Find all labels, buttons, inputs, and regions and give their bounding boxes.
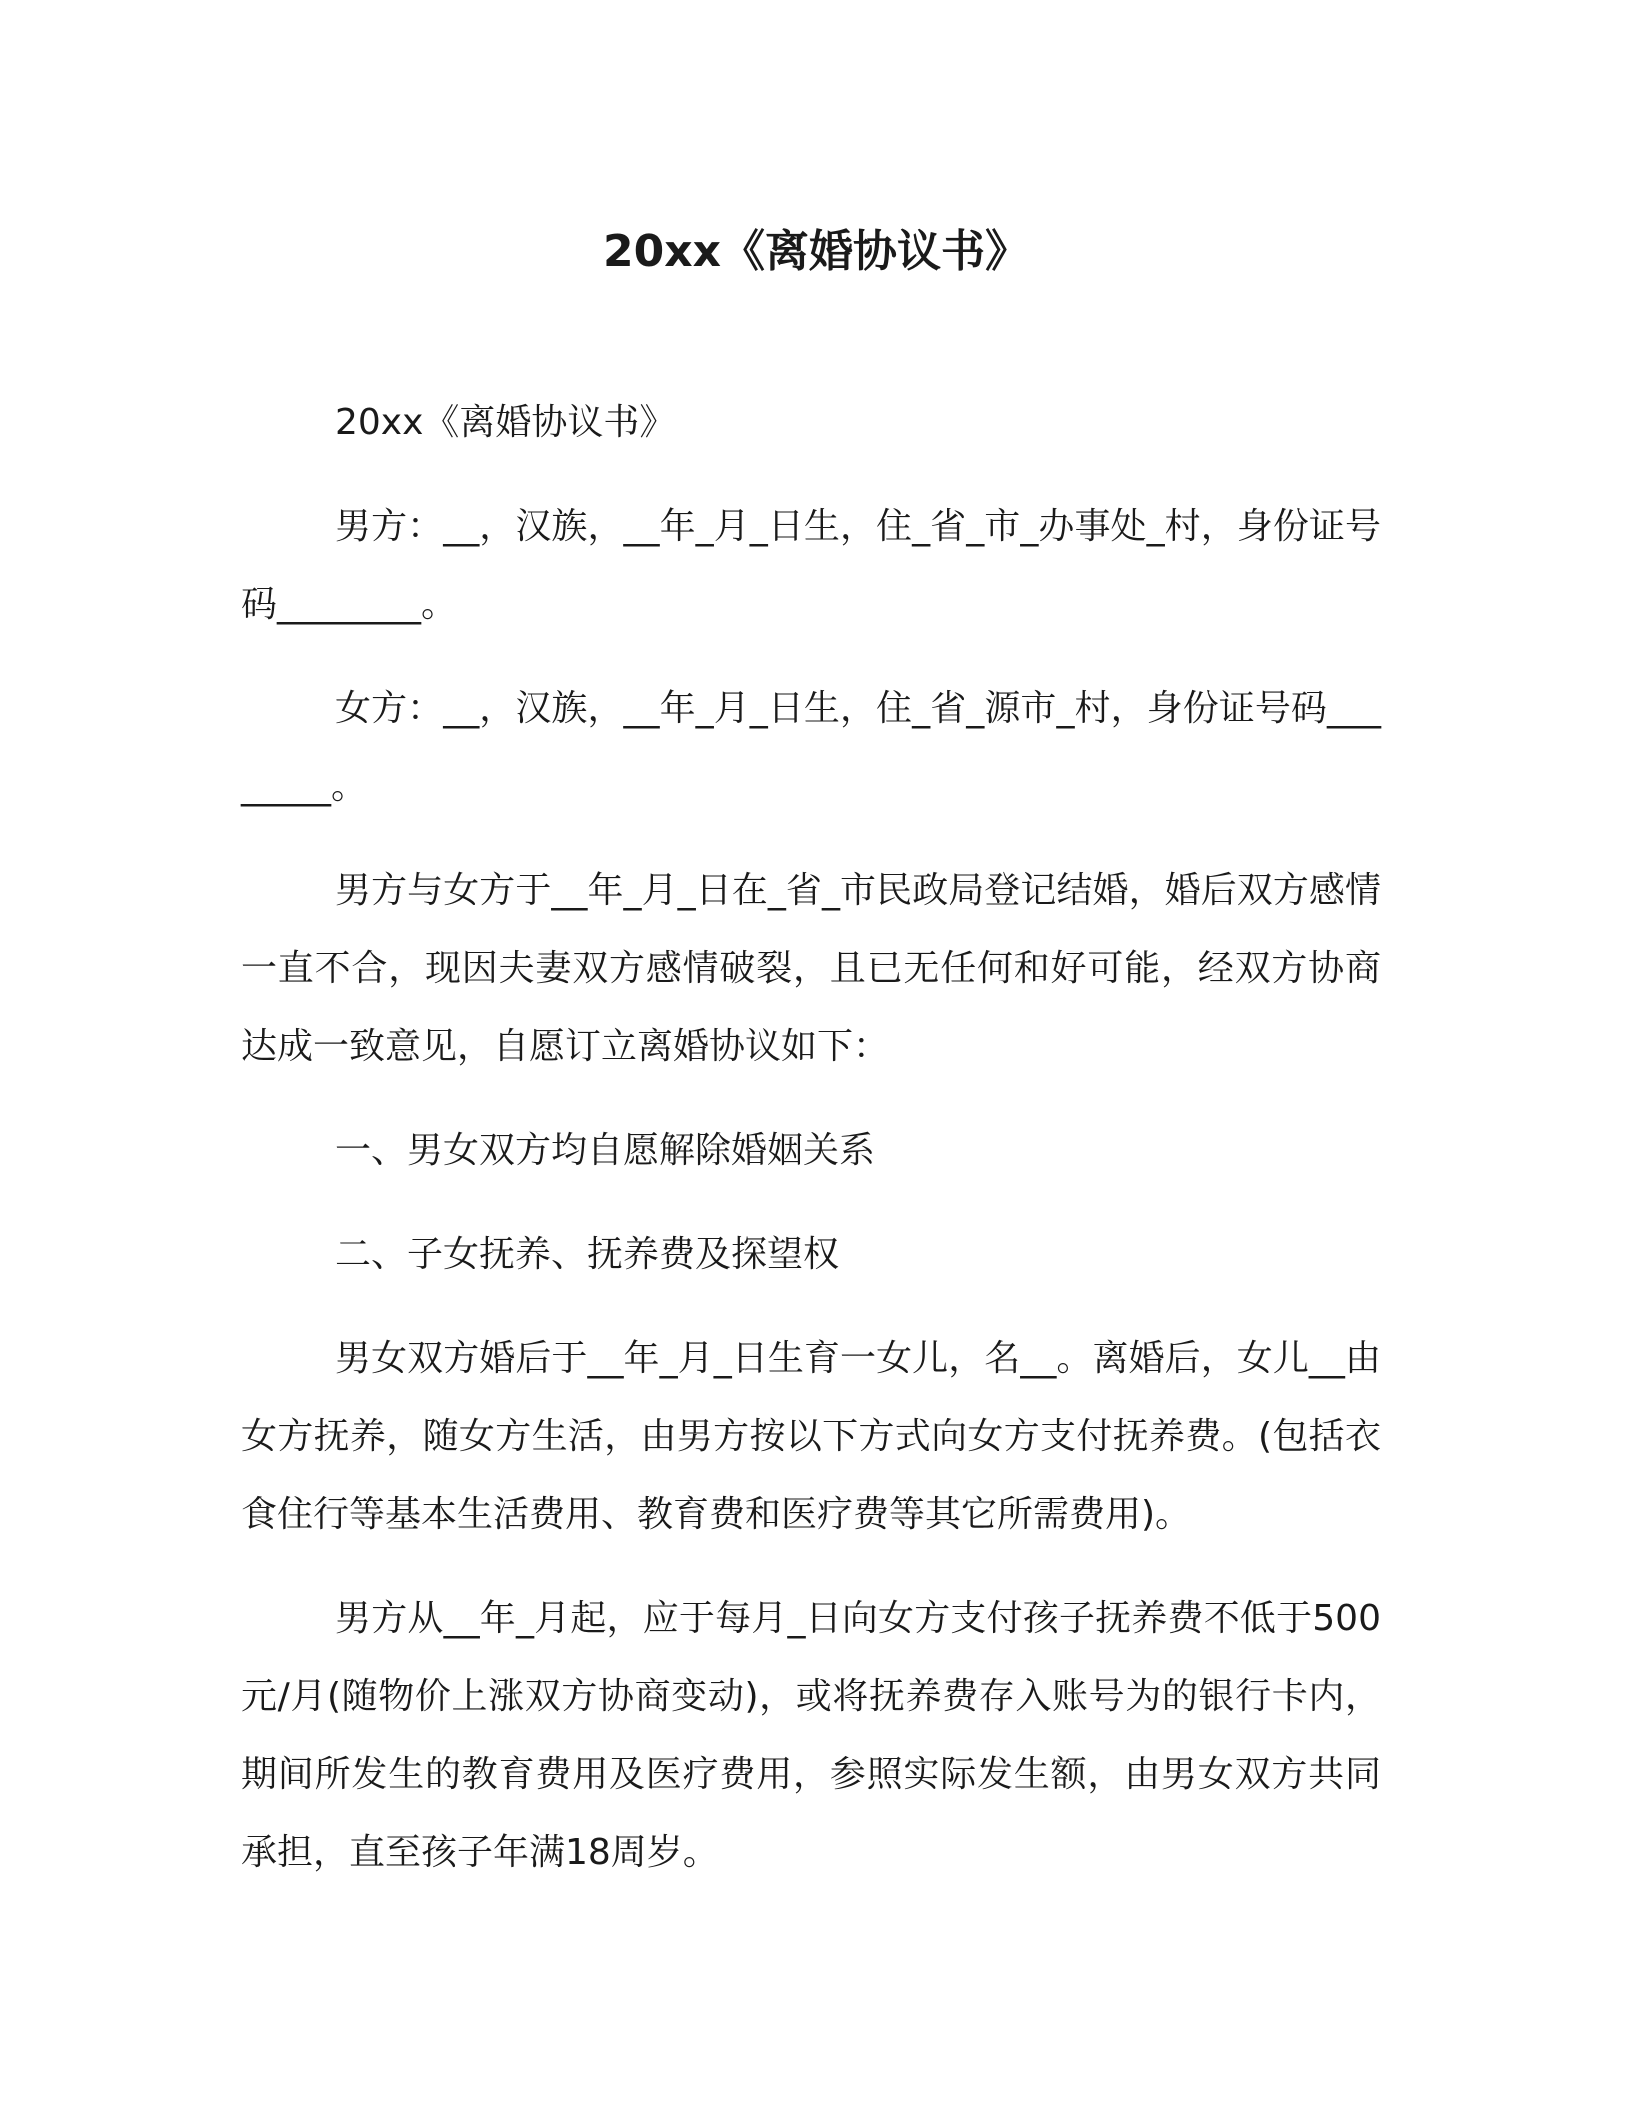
document-body [241,384,1381,1918]
paragraph-male-party: 男方：__，汉族，__年_月_日生，住_省_市_办事处_村，身份证号码________。 [241,506,1381,625]
paragraph-section-2: 二、子女抚养、抚养费及探望权 [335,1234,840,1275]
paragraph-marriage-background: 男方与女方于__年_月_日在_省_市民政局登记结婚，婚后双方感情一直不合，现因夫妻双方感情破裂，且已无任何和好可能，经双方协商达成一致意见，自愿订立离婚协议如下： [241,870,1381,1067]
paragraph-child-support: 男方从__年_月起，应于每月_日向女方支付孩子抚养费不低于500元/月(随物价上涨双方协商变动)，或将抚养费存入账号为的银行卡内，期间所发生的教育费用及医疗费用，参照实际发生额，由男女双方共同承担，直至孩子年满18周岁。 [241,1598,1381,1873]
paragraph-subtitle: 20xx《离婚协议书》 [335,402,676,443]
document-title: 20xx《离婚协议书》 [603,226,1029,277]
paragraph-child-custody: 男女双方婚后于__年_月_日生育一女儿，名__。离婚后，女儿__由女方抚养，随女方生活，由男方按以下方式向女方支付抚养费。(包括衣食住行等基本生活费用、教育费和医疗费等其它所需费用)。 [241,1338,1381,1535]
paragraph-female-party: 女方：__，汉族，__年_月_日生，住_省_源市_村，身份证号码________。 [241,688,1381,807]
paragraph-section-1: 一、男女双方均自愿解除婚姻关系 [335,1130,876,1171]
